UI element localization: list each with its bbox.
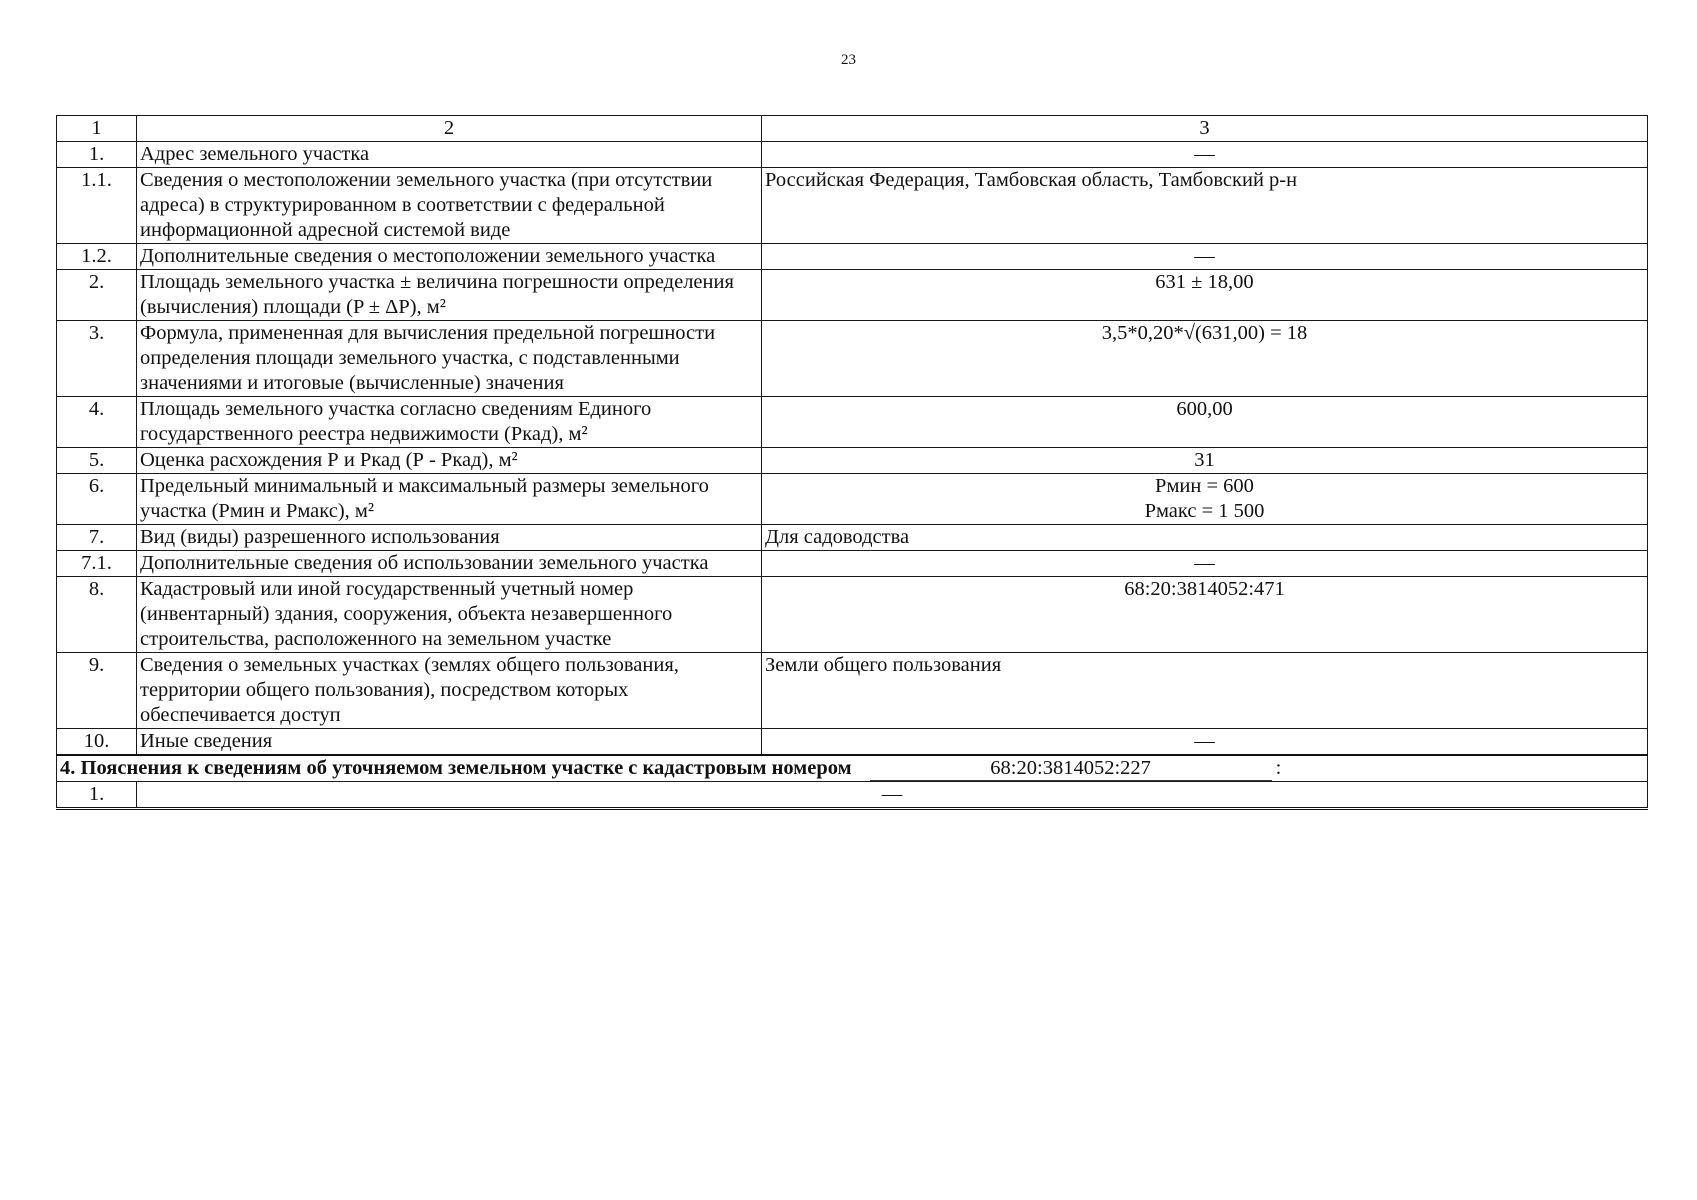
row-label: Площадь земельного участка ± величина погрешности определения (вычисления) площади (P ± ΔP), м²	[137, 270, 762, 321]
row-value-text: 600,00	[1176, 398, 1233, 420]
row-number: 1.	[57, 142, 137, 168]
column-header-2: 2	[137, 116, 762, 142]
row-label: Сведения о местоположении земельного участка (при отсутствии адреса) в структурированном в соответствии с федеральной информационной адресной системой виде	[137, 168, 762, 244]
table-body	[57, 142, 1648, 756]
row-value	[762, 168, 1648, 244]
section-row	[57, 782, 1648, 809]
section-heading-row	[57, 755, 1648, 782]
table-row	[57, 577, 1648, 653]
row-value	[762, 551, 1648, 577]
row-label: Предельный минимальный и максимальный размеры земельного участка (Рмин и Рмакс), м²	[137, 474, 762, 525]
row-value-text-secondary: Рмакс = 1 500	[1144, 500, 1265, 522]
table-row	[57, 474, 1648, 525]
row-number: 4.	[57, 397, 137, 448]
row-value-text: Для садоводства	[765, 526, 910, 548]
page-number: 23	[841, 52, 856, 68]
row-value	[762, 270, 1648, 321]
row-value	[762, 729, 1648, 756]
row-number: 1.2.	[57, 244, 137, 270]
column-header-1: 1	[57, 116, 137, 142]
row-value-text: 31	[1194, 449, 1215, 471]
row-value	[762, 142, 1648, 168]
row-value	[762, 577, 1648, 653]
row-value-text: Российская Федерация, Тамбовская область, Тамбовский р-н	[765, 169, 1298, 191]
table-row	[57, 244, 1648, 270]
row-label: Кадастровый или иной государственный учетный номер (инвентарный) здания, сооружения, объекта незавершенного строительства, расположенного на земельном участке	[137, 577, 762, 653]
row-value	[762, 397, 1648, 448]
row-value-text: Земли общего пользования	[765, 654, 1002, 676]
section-body	[57, 782, 1648, 809]
row-number: 7.	[57, 525, 137, 551]
row-value-text: 631 ± 18,00	[1155, 271, 1254, 293]
row-label: Дополнительные сведения об использовании земельного участка	[137, 551, 762, 577]
table-row	[57, 729, 1648, 756]
row-value	[762, 244, 1648, 270]
row-number: 2.	[57, 270, 137, 321]
section-cadastral-number: 68:20:3814052:227	[870, 756, 1272, 781]
row-label: Вид (виды) разрешенного использования	[137, 525, 762, 551]
section-colon: :	[1275, 757, 1282, 779]
row-label: Иные сведения	[137, 729, 762, 756]
row-label: Площадь земельного участка согласно сведениям Единого государственного реестра недвижимости (Ркад), м²	[137, 397, 762, 448]
row-value	[762, 448, 1648, 474]
row-value-text: 68:20:3814052:471	[1124, 578, 1285, 600]
row-value	[762, 474, 1648, 525]
table-header-row	[57, 116, 1648, 142]
row-label: Оценка расхождения Р и Ркад (Р - Ркад), м²	[137, 448, 762, 474]
table-row	[57, 525, 1648, 551]
table-row	[57, 397, 1648, 448]
row-number: 9.	[57, 653, 137, 729]
row-number: 10.	[57, 729, 137, 756]
row-label: Дополнительные сведения о местоположении земельного участка	[137, 244, 762, 270]
row-label: Адрес земельного участка	[137, 142, 762, 168]
table-row	[57, 321, 1648, 397]
row-value-text: —	[1194, 552, 1215, 574]
row-label: Формула, примененная для вычисления предельной погрешности определения площади земельного участка, с подставленными значениями и итоговые (вычисленные) значения	[137, 321, 762, 397]
row-value-text: —	[1194, 143, 1215, 165]
row-number: 7.1.	[57, 551, 137, 577]
row-number: 1.1.	[57, 168, 137, 244]
table-row	[57, 270, 1648, 321]
section-row-value: —	[137, 782, 1648, 809]
table-row	[57, 142, 1648, 168]
row-number: 8.	[57, 577, 137, 653]
section-title: 4. Пояснения к сведениям об уточняемом земельном участке с кадастровым номером	[60, 757, 852, 779]
row-value-text: —	[1194, 245, 1215, 267]
row-number: 3.	[57, 321, 137, 397]
row-value-text: —	[1194, 730, 1215, 752]
row-value-text: 3,5*0,20*√(631,00) = 18	[1101, 322, 1308, 344]
section-row-number: 1.	[57, 782, 137, 809]
row-number: 5.	[57, 448, 137, 474]
section-heading	[57, 755, 1648, 782]
table-row	[57, 168, 1648, 244]
column-header-3: 3	[762, 116, 1648, 142]
row-number: 6.	[57, 474, 137, 525]
row-label: Сведения о земельных участках (землях общего пользования, территории общего пользования), посредством которых обеспечивается доступ	[137, 653, 762, 729]
row-value	[762, 653, 1648, 729]
land-plot-info-table	[56, 115, 1648, 810]
row-value	[762, 525, 1648, 551]
row-value-text: Рмин = 600	[1155, 475, 1254, 497]
row-value	[762, 321, 1648, 397]
table-row	[57, 551, 1648, 577]
table-row	[57, 448, 1648, 474]
table-row	[57, 653, 1648, 729]
